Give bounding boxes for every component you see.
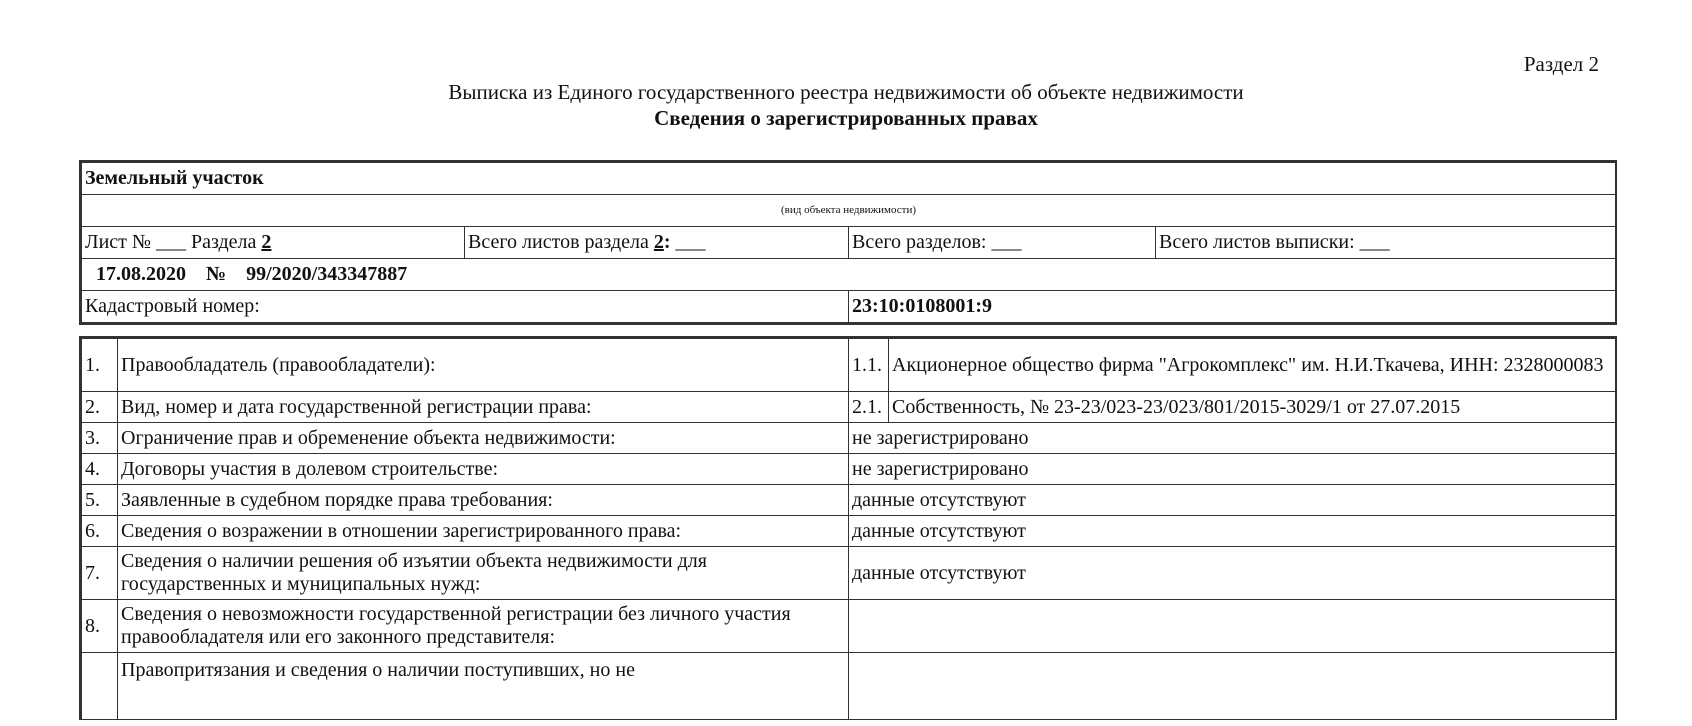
row-number: 8. [82, 600, 118, 653]
row-number: 4. [82, 454, 118, 485]
row-label: Сведения о возражении в отношении зарегистрированного права: [118, 516, 849, 547]
row-number: 7. [82, 547, 118, 600]
cadastral-value: 23:10:0108001:9 [849, 291, 1616, 323]
row-label: Сведения о наличии решения об изъятии объекта недвижимости для государственных и муниципальных нужд: [118, 547, 849, 600]
row-label: Ограничение прав и обременение объекта недвижимости: [118, 423, 849, 454]
row-number: 6. [82, 516, 118, 547]
row-label: Правообладатель (правообладатели): [118, 339, 849, 392]
row-label: Договоры участия в долевом строительстве: [118, 454, 849, 485]
total-sheets-cell [1156, 227, 1616, 259]
table-row [82, 653, 1616, 720]
object-type: Земельный участок [82, 163, 1616, 195]
row-label: Сведения о невозможности государственной регистрации без личного участия правообладателя или его законного представителя: [118, 600, 849, 653]
row-number: 2. [82, 392, 118, 423]
row-value: Собственность, № 23-23/023-23/023/801/2015-3029/1 от 27.07.2015 [889, 392, 1616, 423]
table-row [82, 454, 1616, 485]
sheet-number-blank: ___ [155, 231, 186, 253]
object-type-caption: (вид объекта недвижимости) [82, 195, 1616, 227]
table-row [82, 516, 1616, 547]
total-sheets-label: Всего листов выписки: [1159, 231, 1355, 253]
row-value: не зарегистрировано [849, 454, 1616, 485]
row-label: Заявленные в судебном порядке права требования: [118, 485, 849, 516]
table-row [82, 547, 1616, 600]
row-value: данные отсутствуют [849, 516, 1616, 547]
row-value [849, 653, 1616, 720]
object-header-block [79, 160, 1617, 325]
number-sign: № [206, 263, 227, 285]
table-row [82, 392, 1616, 423]
document-title: Выписка из Единого государственного реестра недвижимости об объекте недвижимости [448, 80, 1244, 104]
total-sheets-blank: ___ [1359, 231, 1390, 253]
row-subnumber: 1.1. [849, 339, 889, 392]
rights-table [79, 336, 1617, 720]
section-value: 2 [261, 231, 272, 253]
row-value: Акционерное общество фирма "Агрокомплекс" им. Н.И.Ткачева, ИНН: 2328000083 [889, 339, 1616, 392]
table-row [82, 339, 1616, 392]
row-number [82, 653, 118, 720]
document-subtitle: Сведения о зарегистрированных правах [654, 106, 1038, 130]
section-label: Раздела [190, 231, 257, 253]
row-number: 1. [82, 339, 118, 392]
row-number: 5. [82, 485, 118, 516]
table-row [82, 423, 1616, 454]
total-sheets-section-value: 2 [653, 231, 664, 253]
row-value [849, 600, 1616, 653]
total-sheets-section-cell [465, 227, 849, 259]
section-number: Раздел 2 [1523, 52, 1599, 76]
row-label: Вид, номер и дата государственной регистрации права: [118, 392, 849, 423]
row-label: Правопритязания и сведения о наличии поступивших, но не [118, 653, 849, 720]
total-sheets-section-suffix: : [663, 231, 671, 253]
table-row [82, 485, 1616, 516]
sheet-number-label: Лист № [85, 231, 151, 253]
total-sections-cell [849, 227, 1156, 259]
row-number: 3. [82, 423, 118, 454]
row-subnumber: 2.1. [849, 392, 889, 423]
total-sheets-section-blank: ___ [675, 231, 706, 253]
date-number-cell [82, 259, 1616, 291]
sheet-number-cell [82, 227, 465, 259]
cadastral-label: Кадастровый номер: [82, 291, 849, 323]
total-sections-label: Всего разделов: [852, 231, 987, 253]
total-sheets-section-label: Всего листов раздела [468, 231, 649, 253]
extract-number: 99/2020/343347887 [246, 263, 408, 285]
total-sections-blank: ___ [991, 231, 1022, 253]
row-value: не зарегистрировано [849, 423, 1616, 454]
row-value: данные отсутствуют [849, 485, 1616, 516]
extract-date: 17.08.2020 [96, 263, 186, 285]
table-row [82, 600, 1616, 653]
row-value: данные отсутствуют [849, 547, 1616, 600]
